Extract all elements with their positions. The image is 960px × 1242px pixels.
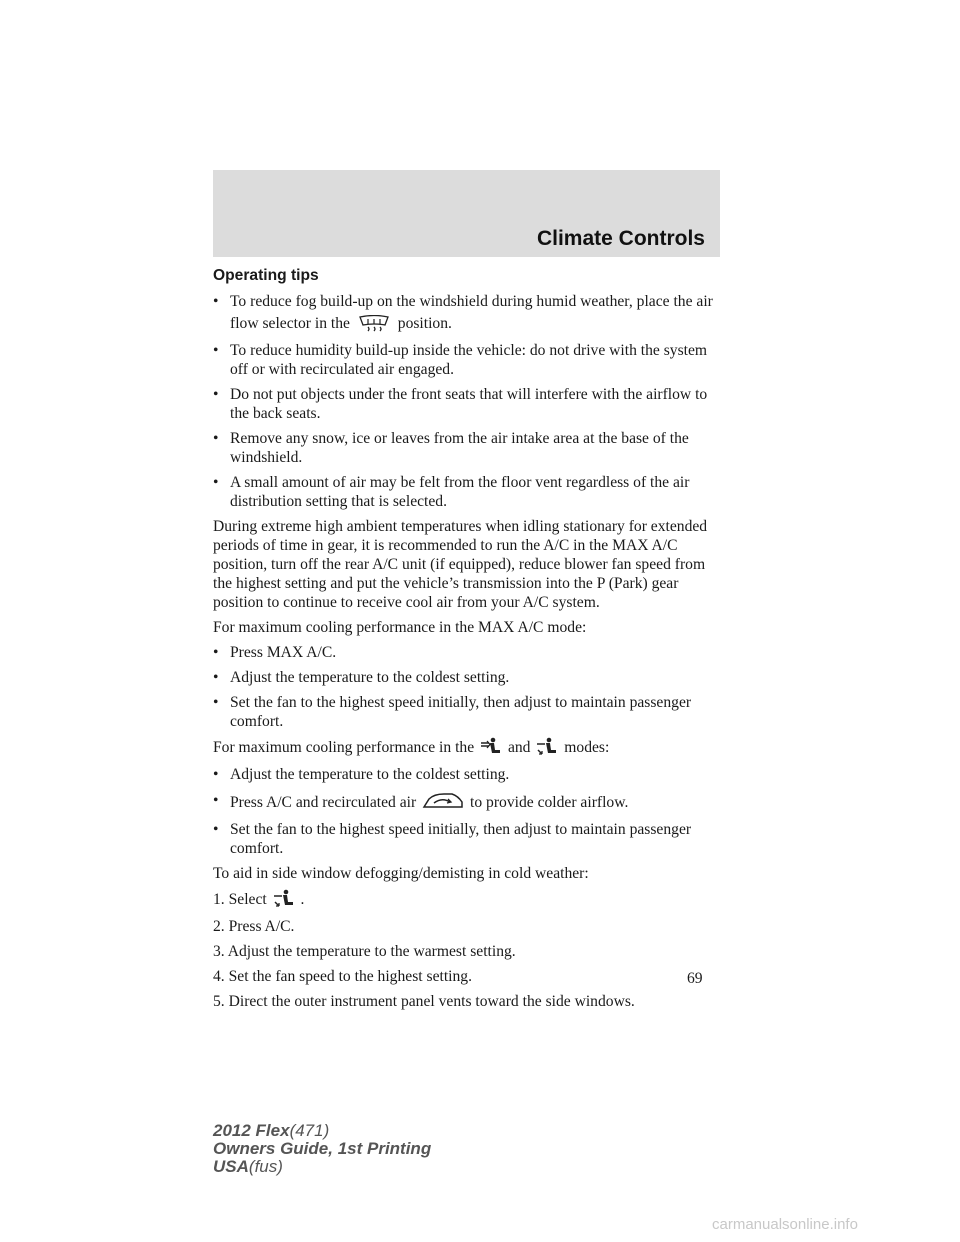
footer-market-code: (fus): [248, 1157, 283, 1176]
footer-line-market: [213, 1158, 431, 1176]
step-text: 1. Select: [213, 891, 267, 908]
footer-guide: Owners Guide, 1st Printing: [213, 1139, 432, 1158]
modes-intro: [213, 737, 723, 759]
defog-step: [213, 889, 723, 911]
defog-step: 2. Press A/C.: [213, 918, 295, 935]
max-ac-step: [213, 693, 723, 731]
modes-intro-start: For maximum cooling performance in the: [213, 739, 475, 756]
modes-step: [213, 820, 723, 858]
panel-floor-mode-icon: [271, 889, 297, 909]
max-ac-intro: For maximum cooling performance in the MAX A/C mode:: [213, 619, 587, 636]
footer-line-model: [213, 1122, 431, 1140]
panel-floor-mode-icon: [534, 737, 560, 757]
defrost-icon: [354, 315, 394, 333]
operating-tips-heading: Operating tips: [213, 267, 319, 284]
step-text: Set the fan to the highest speed initially, then adjust to maintain passenger comfort.: [230, 694, 692, 730]
tip-text: To reduce fog build-up on the windshield during humid weather, place the air flow selector in the: [230, 293, 713, 332]
panel-mode-icon: [478, 737, 504, 757]
defog-step: 4. Set the fan speed to the highest setting.: [213, 968, 472, 985]
page-content: [213, 266, 723, 1017]
bullet-dot: •: [213, 669, 219, 686]
step-text-end: to provide colder airflow.: [470, 794, 629, 811]
bullet-dot: •: [213, 293, 219, 310]
bullet-dot: •: [213, 766, 219, 783]
tip-item: [213, 429, 723, 467]
tip-item: [213, 341, 723, 379]
recirculation-icon: [420, 790, 466, 812]
section-title: Climate Controls: [536, 227, 705, 250]
bullet-dot: •: [213, 342, 219, 359]
page-number: 69: [687, 970, 703, 987]
bullet-dot: •: [213, 474, 219, 491]
step-text: Press A/C and recirculated air: [230, 794, 417, 811]
tip-text: To reduce humidity build-up inside the vehicle: do not drive with the system off or with recirculated air engaged.: [230, 342, 708, 378]
bullet-dot: •: [213, 694, 219, 711]
defog-step: 5. Direct the outer instrument panel vents toward the side windows.: [213, 993, 635, 1010]
tip-text: Remove any snow, ice or leaves from the air intake area at the base of the windshield.: [230, 430, 689, 466]
defog-step: 3. Adjust the temperature to the warmest setting.: [213, 943, 516, 960]
step-text: Set the fan to the highest speed initially, then adjust to maintain passenger comfort.: [230, 821, 692, 857]
modes-step: [213, 765, 723, 784]
bullet-dot: •: [213, 430, 219, 447]
tip-item: [213, 473, 723, 511]
step-text: Adjust the temperature to the coldest setting.: [230, 669, 510, 686]
max-ac-step: [213, 668, 723, 687]
watermark: carmanualsonline.info: [712, 1216, 858, 1233]
bullet-dot: •: [213, 386, 219, 403]
print-footer: [213, 1122, 431, 1176]
max-ac-step: [213, 643, 723, 662]
modes-intro-end: modes:: [564, 739, 610, 756]
footer-model: 2012 Flex: [213, 1121, 290, 1140]
tip-text-end: position.: [397, 315, 452, 332]
extreme-heat-paragraph: During extreme high ambient temperatures when idling stationary for extended periods of time in gear, it is recommended to run the A/C in the MAX A/C position, turn off the rear A/C unit (if equipped), reduce blower fan speed from the highest setting and put the vehicle’s transmission into the P (Park) gear position to continue to receive cool air from your A/C system.: [213, 518, 708, 611]
modes-step: [213, 790, 723, 814]
modes-intro-and: and: [507, 739, 531, 756]
footer-market: USA: [213, 1157, 249, 1176]
bullet-dot: •: [213, 792, 219, 809]
defog-intro: To aid in side window defogging/demisting in cold weather:: [213, 865, 589, 882]
tip-text: A small amount of air may be felt from the floor vent regardless of the air distribution setting that is selected.: [230, 474, 690, 510]
bullet-dot: •: [213, 821, 219, 838]
footer-model-code: (471): [289, 1121, 330, 1140]
tip-item: [213, 291, 723, 335]
tip-text: Do not put objects under the front seats that will interfere with the airflow to the back seats.: [230, 386, 708, 422]
step-text-end: .: [300, 891, 305, 908]
step-text: Adjust the temperature to the coldest setting.: [230, 766, 510, 783]
bullet-dot: •: [213, 644, 219, 661]
tip-item: [213, 385, 723, 423]
footer-line-guide: [213, 1140, 431, 1158]
section-header: [213, 170, 720, 257]
step-text: Press MAX A/C.: [230, 644, 337, 661]
